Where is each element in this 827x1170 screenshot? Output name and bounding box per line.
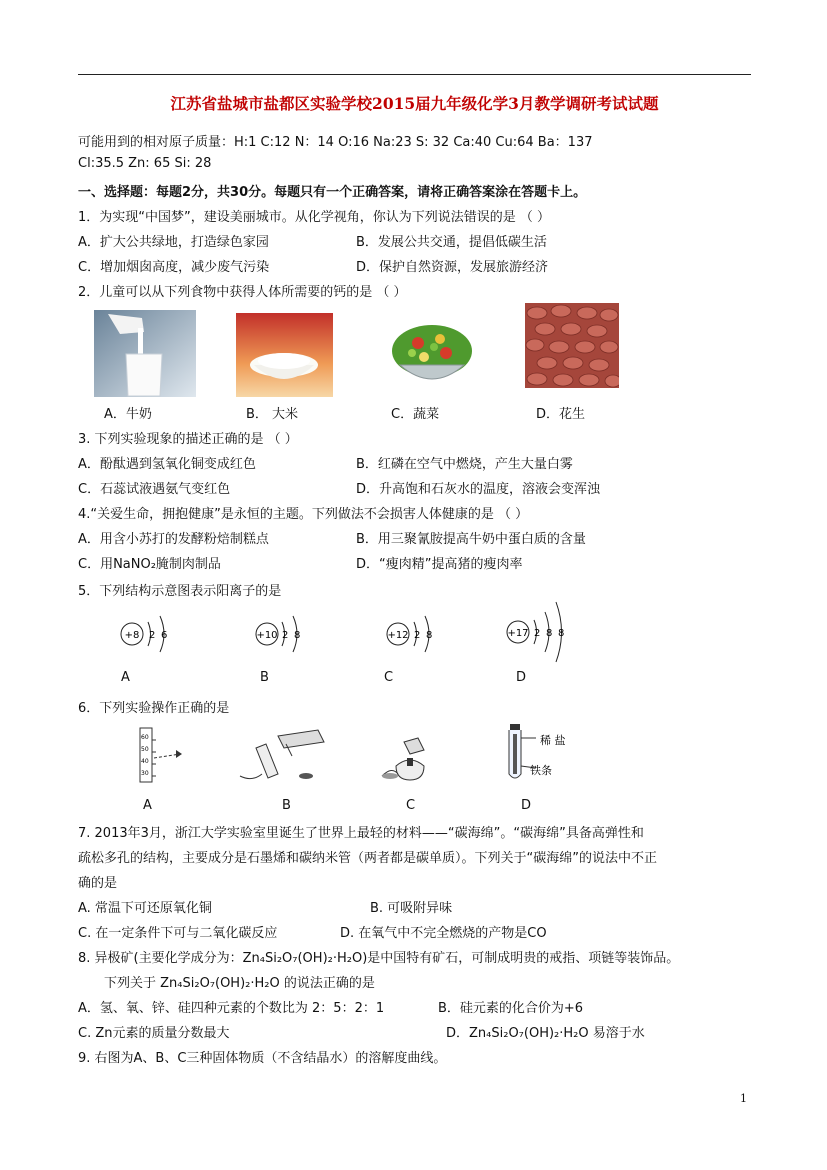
section1-heading: 一、选择题：每题2分，共30分。每题只有一个正确答案，请将正确答案涂在答题卡上。 [78, 185, 587, 200]
q2-option-a: A．牛奶 [104, 407, 152, 422]
peanuts-image [525, 303, 619, 388]
svg-text:30: 30 [141, 770, 149, 777]
atom-diagram-d [504, 596, 576, 666]
q2-stem: 2．儿童可以从下列食物中获得人体所需要的钙的是 （ ） [78, 285, 407, 300]
svg-text:+17: +17 [507, 628, 529, 639]
q4-option-a: A．用含小苏打的发酵粉焙制糕点 [78, 532, 269, 547]
svg-text:铁条: 铁条 [530, 764, 552, 777]
q5-label-c: C [384, 670, 394, 685]
q4-option-c: C．用NaNO₂腌制肉制品 [78, 557, 221, 572]
q6-stem: 6．下列实验操作正确的是 [78, 701, 230, 716]
atomic-masses-line1: 可能用到的相对原子质量：H:1 C:12 N：14 O:16 Na:23 S: 32 Ca:40 Cu:64 Ba：137 [78, 135, 593, 150]
atomic-masses-line2: Cl:35.5 Zn: 65 Si: 28 [78, 156, 212, 171]
svg-text:60: 60 [141, 734, 149, 741]
test-tube-figure [500, 722, 576, 786]
q2-option-c: C．蔬菜 [391, 407, 440, 422]
svg-text:50: 50 [141, 746, 149, 753]
svg-text:8: 8 [294, 630, 301, 641]
measuring-cylinder-figure [128, 726, 188, 784]
atom-diagram-b [250, 606, 320, 662]
q1-stem: 1．为实现“中国梦”，建设美丽城市。从化学视角，你认为下列说法错误的是 （ ） [78, 210, 551, 225]
page-title: 江苏省盐城市盐都区实验学校2015届九年级化学3月教学调研考试试题 [170, 94, 659, 113]
q1-option-a: A．扩大公共绿地，打造绿色家园 [78, 235, 269, 250]
svg-text:2: 2 [282, 630, 289, 641]
svg-text:稀 盐: 稀 盐 [540, 734, 566, 747]
vegetables-image [384, 313, 480, 397]
q8-option-b: B．硅元素的化合价为+6 [438, 1001, 584, 1016]
q7-line1: 7. 2013年3月，浙江大学实验室里诞生了世界上最轻的材料——“碳海绵”。“碳海绵”具备高弹性和 [78, 826, 644, 841]
svg-text:8: 8 [546, 628, 553, 639]
atom-diagram-a [115, 606, 185, 662]
q7-option-a: A. 常温下可还原氧化铜 [78, 901, 212, 916]
svg-text:8: 8 [426, 630, 433, 641]
q8-option-c: C. Zn元素的质量分数最大 [78, 1026, 230, 1041]
alcohol-lamp-figure [378, 736, 440, 782]
q4-option-d: D．“瘦肉精”提高猪的瘦肉率 [356, 557, 523, 572]
svg-text:6: 6 [161, 630, 168, 641]
q4-stem: 4.“关爱生命，拥抱健康”是永恒的主题。下列做法不会损害人体健康的是 （ ） [78, 507, 529, 522]
svg-text:+8: +8 [124, 630, 140, 641]
svg-text:2: 2 [534, 628, 541, 639]
q7-option-d: D. 在氧气中不完全燃烧的产物是CO [340, 926, 547, 941]
q3-option-c: C．石蕊试液遇氨气变红色 [78, 482, 231, 497]
q1-option-c: C．增加烟囱高度，减少废气污染 [78, 260, 270, 275]
q9-stem: 9. 右图为A、B、C三种固体物质（不含结晶水）的溶解度曲线。 [78, 1051, 447, 1066]
q8-option-a: A．氢、氧、锌、硅四种元素的个数比为 2：5：2：1 [78, 1001, 385, 1016]
q3-option-d: D．升高饱和石灰水的温度，溶液会变浑浊 [356, 482, 601, 497]
q6-label-c: C [406, 798, 416, 813]
svg-text:2: 2 [149, 630, 156, 641]
q7-line2: 疏松多孔的结构，主要成分是石墨烯和碳纳米管（两者都是碳单质）。下列关于“碳海绵”的说法中不正 [78, 851, 657, 866]
q5-stem: 5．下列结构示意图表示阳离子的是 [78, 584, 282, 599]
milk-image [94, 310, 196, 397]
q7-line3: 确的是 [78, 876, 118, 891]
q6-label-a: A [143, 798, 152, 813]
rice-image [236, 313, 333, 397]
q8-line1: 8. 异极矿(主要化学成分为：Zn₄Si₂O₇(OH)₂·H₂O)是中国特有矿石，可制成明贵的戒指、项链等装饰品。 [78, 951, 680, 966]
q5-label-d: D [516, 670, 527, 685]
header-rule [78, 74, 751, 75]
q1-option-d: D．保护自然资源，发展旅游经济 [356, 260, 549, 275]
q8-option-d: D．Zn₄Si₂O₇(OH)₂·H₂O 易溶于水 [446, 1026, 645, 1041]
q1-option-b: B．发展公共交通，提倡低碳生活 [356, 235, 547, 250]
q7-option-b: B. 可吸附异味 [370, 901, 453, 916]
q2-option-b: B． 大米 [246, 407, 299, 422]
svg-text:8: 8 [558, 628, 565, 639]
q3-option-a: A．酚酞遇到氢氧化铜变成红色 [78, 457, 256, 472]
q5-label-b: B [260, 670, 269, 685]
svg-text:40: 40 [141, 758, 149, 765]
q3-option-b: B．红磷在空气中燃烧，产生大量白雾 [356, 457, 573, 472]
atom-diagram-c [383, 606, 453, 662]
svg-text:+12: +12 [387, 630, 409, 641]
q2-option-d: D．花生 [536, 407, 586, 422]
pouring-liquid-figure [232, 726, 328, 782]
q6-label-d: D [521, 798, 532, 813]
q3-stem: 3. 下列实验现象的描述正确的是 （ ） [78, 432, 298, 447]
q4-option-b: B．用三聚氰胺提高牛奶中蛋白质的含量 [356, 532, 586, 547]
q8-line2: 下列关于 Zn₄Si₂O₇(OH)₂·H₂O 的说法正确的是 [104, 976, 375, 991]
q6-label-b: B [282, 798, 291, 813]
page-number: 1 [740, 1092, 747, 1105]
svg-text:+10: +10 [256, 630, 278, 641]
q5-label-a: A [121, 670, 130, 685]
q7-option-c: C. 在一定条件下可与二氧化碳反应 [78, 926, 278, 941]
svg-text:2: 2 [414, 630, 421, 641]
